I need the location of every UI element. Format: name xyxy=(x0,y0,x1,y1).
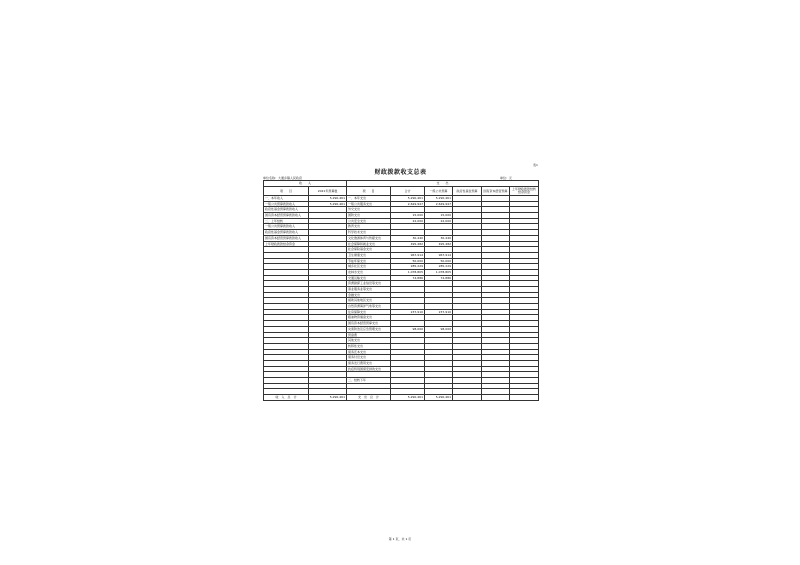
income-total-label: 收 入 总 计 xyxy=(264,395,309,401)
expense-general-cell: 50,000 xyxy=(425,258,453,264)
total-header: 合计 xyxy=(391,187,425,196)
expense-general-cell: 2,629,947 xyxy=(425,201,453,207)
expense-item-cell: 国防支出 xyxy=(347,213,391,219)
expense-item-cell: 商业服务业等支出 xyxy=(347,287,391,293)
expense-general-cell: 237,910 xyxy=(425,309,453,315)
expense-item-cell: 社会保障和就业支出 xyxy=(347,241,391,247)
empty-cell xyxy=(453,395,482,401)
expense-item-cell: 文化旅游体育与传媒支出 xyxy=(347,235,391,241)
expense-item-cell: 卫生健康支出 xyxy=(347,252,391,258)
expense-total-value: 5,290,461 xyxy=(391,395,425,401)
income-item-header: 项 目 xyxy=(264,187,309,196)
income-value-cell: 5,290,461 xyxy=(309,196,347,202)
expense-item-cell: 农林水支出 xyxy=(347,269,391,275)
expense-general-cell: 495,482 xyxy=(425,241,453,247)
income-item-cell: 上年财政拨款结余资金 xyxy=(264,241,309,247)
expense-item-cell: 外交支出 xyxy=(347,207,391,213)
totals-row xyxy=(264,395,539,401)
expense-item-cell: 灾害防治及应急管理支出 xyxy=(347,326,391,332)
expense-item-cell: 预备费 xyxy=(347,332,391,338)
expense-total-cell: 237,910 xyxy=(391,309,425,315)
expense-item-cell: 抗疫特别国债安排的支出 xyxy=(347,366,391,372)
general-budget-header: 一般公共预算 xyxy=(425,187,453,196)
income-value-cell: 5,290,461 xyxy=(309,201,347,207)
income-item-cell: 一般公共预算拨款收入 xyxy=(264,201,309,207)
expense-general-cell: 15,000 xyxy=(425,213,453,219)
expense-total-cell: 1,078,805 xyxy=(391,269,425,275)
expense-item-cell: 一、本年支出 xyxy=(347,196,391,202)
expense-item-cell: 援助其他地区支出 xyxy=(347,298,391,304)
expense-item-cell: 债务还本支出 xyxy=(347,349,391,355)
expense-item-cell: 住房保障支出 xyxy=(347,309,391,315)
expense-total-cell: 15,000 xyxy=(391,213,425,219)
page-footer: 第 1 页，共 1 页 xyxy=(388,537,412,541)
expense-general-cell: 285,229 xyxy=(425,264,453,270)
expense-total-cell: 285,229 xyxy=(391,264,425,270)
income-item-cell: 二、上年结转 xyxy=(264,218,309,224)
expense-item-cell: 自然资源海洋气象等支出 xyxy=(347,304,391,310)
upper-transfer-header: 上年财政拨款结转结余资金 xyxy=(510,187,539,196)
expense-general-cell: 22,000 xyxy=(425,218,453,224)
expense-total-cell: 30,440 xyxy=(391,235,425,241)
expense-item-cell: 资源勘探工业信息等支出 xyxy=(347,281,391,287)
expense-item-cell: 交通运输支出 xyxy=(347,275,391,281)
income-item-cell: 政府性基金预算拨款收入 xyxy=(264,207,309,213)
expense-total-cell: 74,886 xyxy=(391,275,425,281)
expense-item-cell: 教育支出 xyxy=(347,224,391,230)
expense-group-header: 支 出 xyxy=(347,181,539,187)
expense-item-cell: 公共安全支出 xyxy=(347,218,391,224)
table-number: 表1 xyxy=(533,163,538,167)
expense-total-cell: 5,290,461 xyxy=(391,196,425,202)
expense-general-cell: 98,000 xyxy=(425,326,453,332)
expense-item-cell: 债务发行费用支出 xyxy=(347,360,391,366)
state-capital-header: 国有资本经营预算 xyxy=(482,187,510,196)
expense-item-cell: 一般公共服务支出 xyxy=(347,201,391,207)
income-item-cell: 一般公共预算拨款收入 xyxy=(264,224,309,230)
page-title: 财政拨款收支总表 xyxy=(374,169,427,176)
budget-table xyxy=(263,180,539,401)
header-column-row xyxy=(264,187,539,196)
expense-total-cell: 50,000 xyxy=(391,258,425,264)
expense-general-total-value: 5,290,461 xyxy=(425,395,453,401)
expense-general-cell: 30,440 xyxy=(425,235,453,241)
empty-cell xyxy=(482,395,510,401)
income-group-header: 收 入 xyxy=(264,181,347,187)
expense-item-cell: 转移性支出 xyxy=(347,343,391,349)
expense-general-cell: 74,886 xyxy=(425,275,453,281)
expense-total-cell: 98,000 xyxy=(391,326,425,332)
expense-total-cell: 967,914 xyxy=(391,252,425,258)
expense-item-cell: 金融支出 xyxy=(347,292,391,298)
income-item-cell: 国有资本经营预算拨款收入 xyxy=(264,213,309,219)
expense-general-cell: 5,290,461 xyxy=(425,196,453,202)
expense-item-cell: 科学技术支出 xyxy=(347,230,391,236)
income-item-cell: 一、本年收入 xyxy=(264,196,309,202)
income-budget-header: 2021年预算数 xyxy=(309,187,347,196)
currency-unit: 单位：元 xyxy=(500,176,513,180)
expense-item-cell: 其他支出 xyxy=(347,338,391,344)
expense-total-label: 支 出 总 计 xyxy=(347,395,391,401)
income-total-value: 5,290,461 xyxy=(309,395,347,401)
expense-total-cell: 22,000 xyxy=(391,218,425,224)
expense-total-cell: 2,629,947 xyxy=(391,201,425,207)
expense-total-cell: 495,482 xyxy=(391,241,425,247)
expense-general-cell: 967,914 xyxy=(425,252,453,258)
table-body xyxy=(264,196,539,395)
gov-fund-header: 政府性基金预算 xyxy=(453,187,482,196)
expense-item-cell: 节能环保支出 xyxy=(347,258,391,264)
expense-item-cell: 国有资本经营预算支出 xyxy=(347,321,391,327)
empty-cell xyxy=(510,395,539,401)
expense-general-cell: 1,078,805 xyxy=(425,269,453,275)
unit-name: 单位名称：大通乡镇人民政府 xyxy=(263,176,303,180)
expense-item-cell: 社会保险基金支出 xyxy=(347,247,391,253)
expense-item-cell: 粮油物资储备支出 xyxy=(347,315,391,321)
expense-item-cell: 债务付息支出 xyxy=(347,355,391,361)
income-item-cell: 政府性基金预算拨款收入 xyxy=(264,230,309,236)
expense-item-cell: 城乡社区支出 xyxy=(347,264,391,270)
expense-item-cell: 二、结转下年 xyxy=(347,378,391,384)
income-item-cell: 国有资本经营预算拨款收入 xyxy=(264,235,309,241)
expense-item-header: 项 目 xyxy=(347,187,391,196)
